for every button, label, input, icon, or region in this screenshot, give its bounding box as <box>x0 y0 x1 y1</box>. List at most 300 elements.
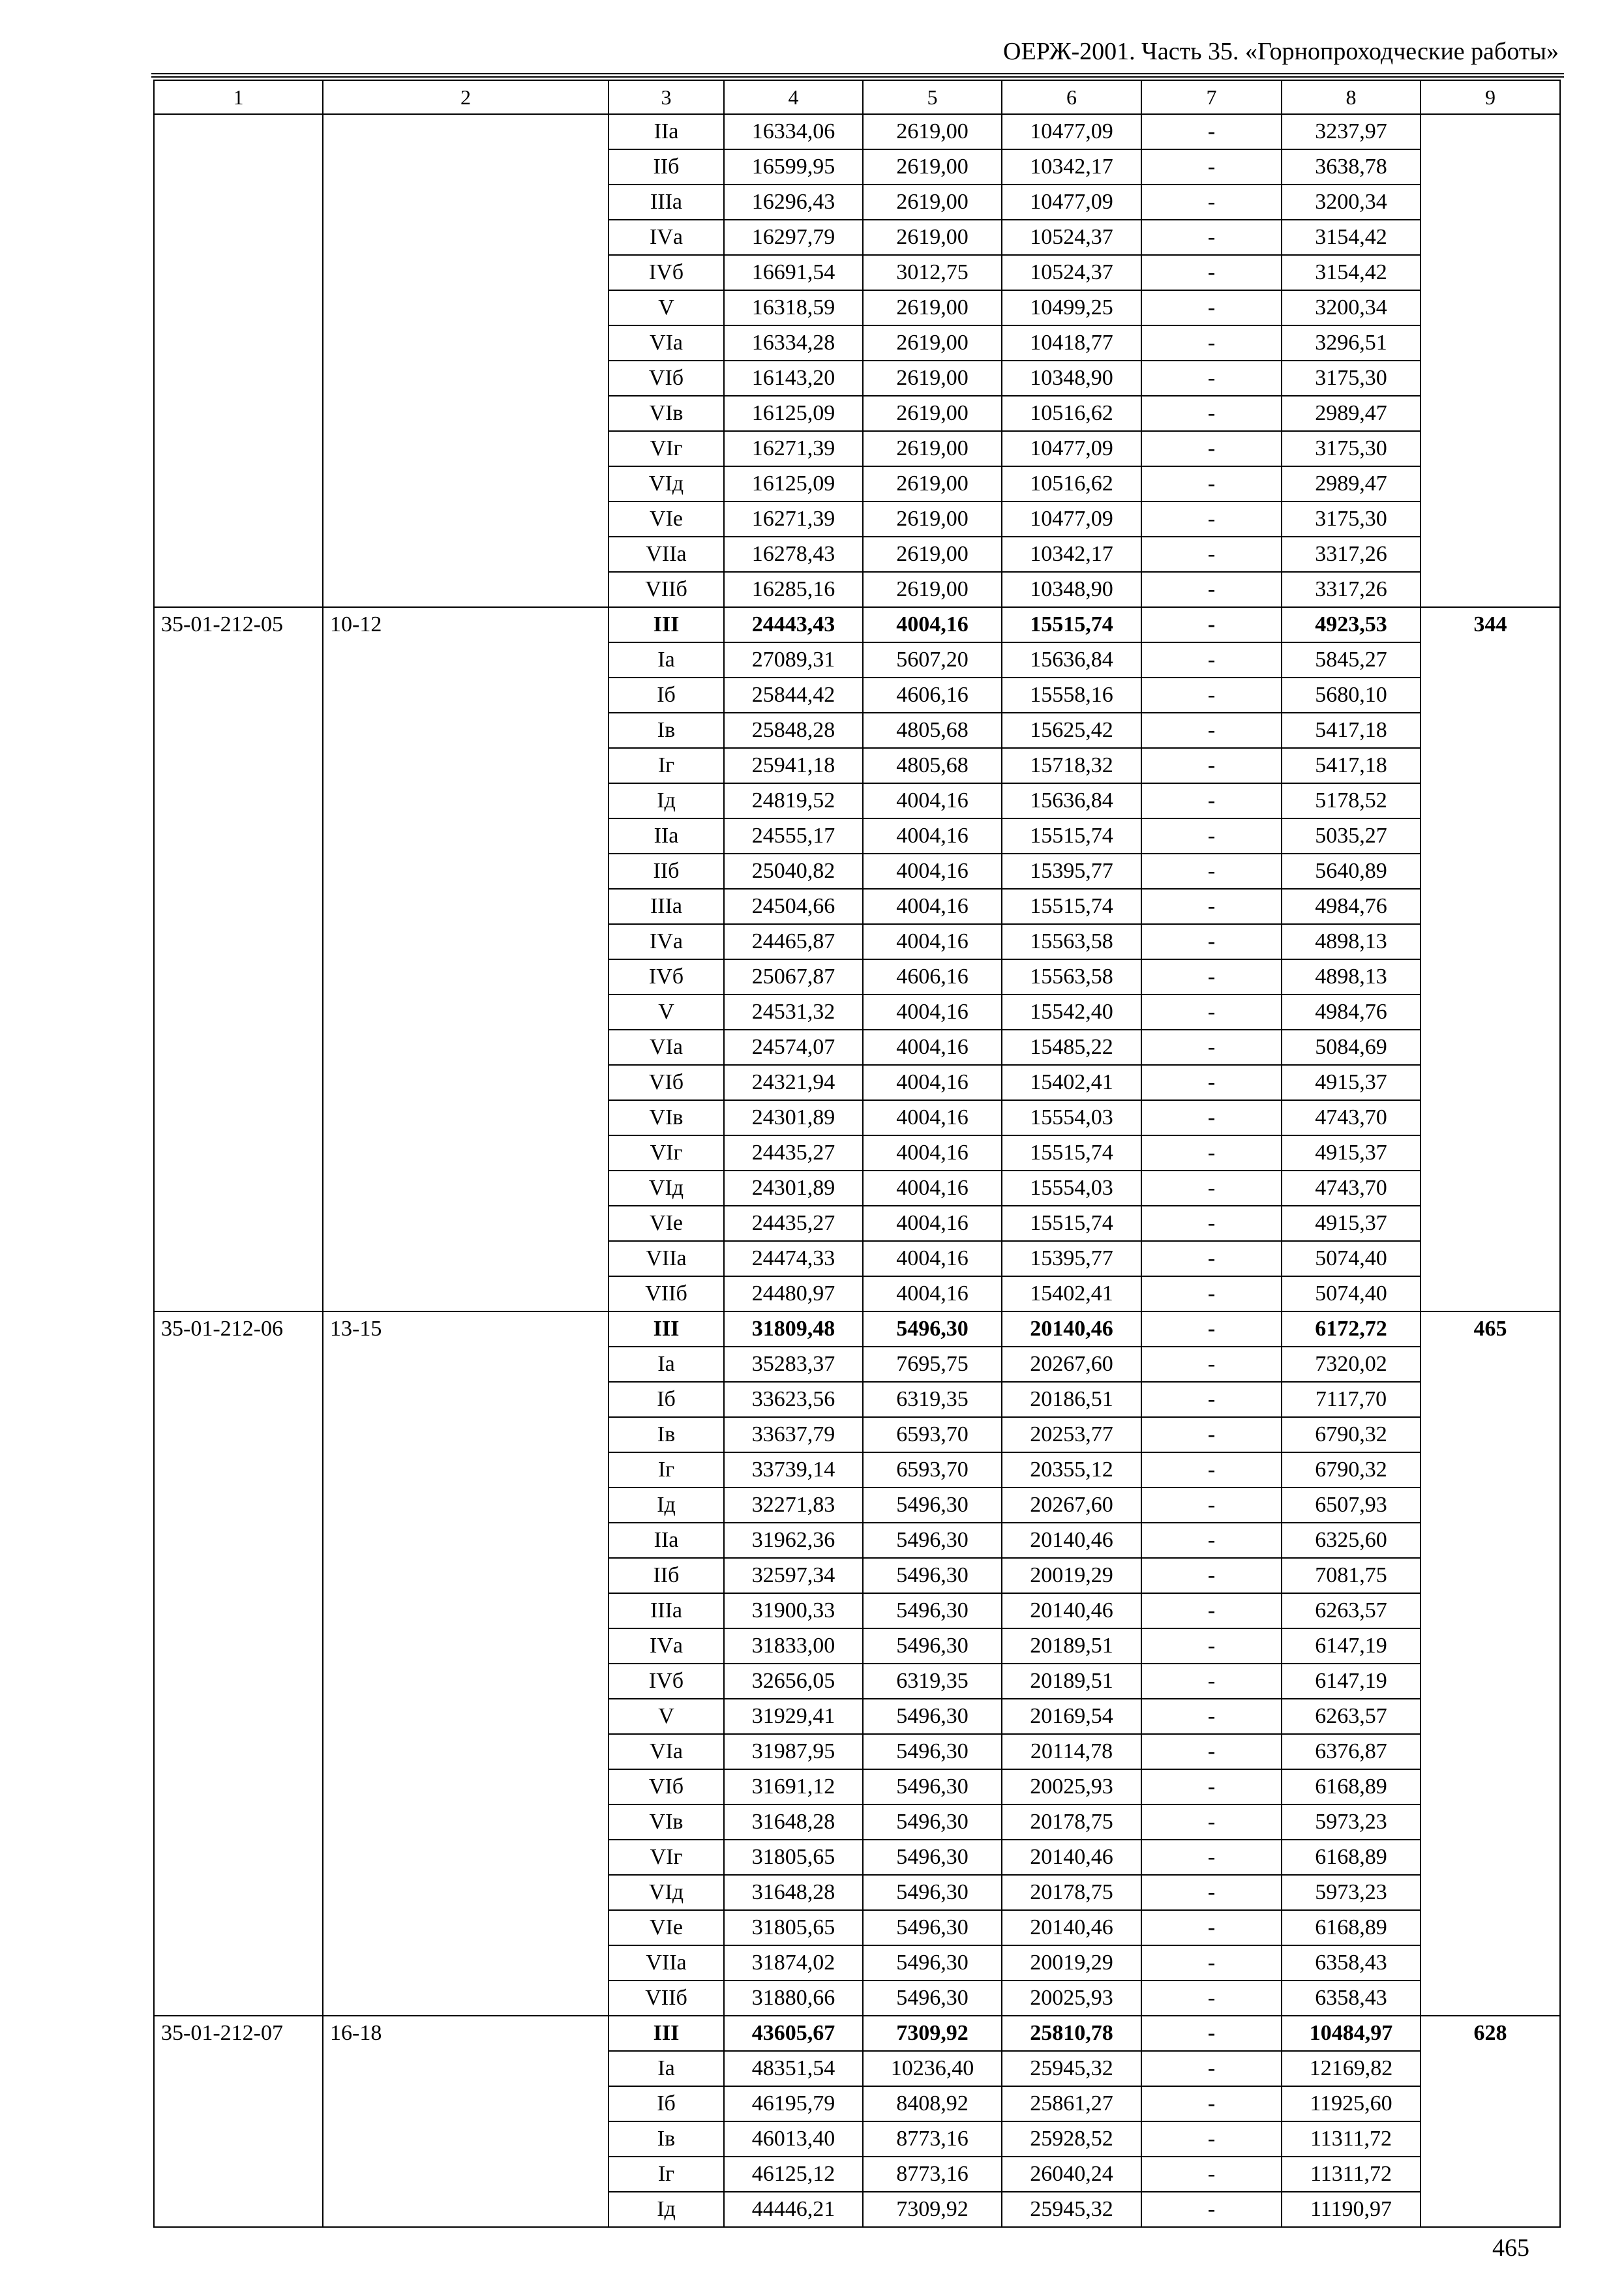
cell-range <box>323 114 609 607</box>
cell-machines: 20140,46 <box>1002 1840 1141 1875</box>
cell-total-cost: 48351,54 <box>724 2051 863 2086</box>
cell-category: Iб <box>609 678 724 713</box>
cell-materials: 6790,32 <box>1282 1417 1421 1452</box>
cell-machines: 20267,60 <box>1002 1347 1141 1382</box>
cell-category: Iд <box>609 1488 724 1523</box>
cell-machines: 15542,40 <box>1002 995 1141 1030</box>
cell-category: IVа <box>609 924 724 959</box>
cell-materials: 3200,34 <box>1282 290 1421 325</box>
cell-materials: 3154,42 <box>1282 220 1421 255</box>
cell-machines: 10477,09 <box>1002 431 1141 466</box>
cell-category: VIд <box>609 466 724 501</box>
cell-machines: 15402,41 <box>1002 1065 1141 1100</box>
cell-category: VIе <box>609 1206 724 1241</box>
cell-driver-wages: - <box>1141 678 1282 713</box>
cell-category: VIв <box>609 1100 724 1135</box>
cell-materials: 5178,52 <box>1282 783 1421 818</box>
column-number: 4 <box>724 80 863 114</box>
cell-driver-wages: - <box>1141 1276 1282 1311</box>
cell-materials: 4743,70 <box>1282 1100 1421 1135</box>
cell-total-cost: 24301,89 <box>724 1171 863 1206</box>
cell-wages: 7309,92 <box>863 2016 1002 2051</box>
cell-machines: 10348,90 <box>1002 572 1141 607</box>
cell-total-cost: 31874,02 <box>724 1945 863 1981</box>
cell-wages: 4805,68 <box>863 748 1002 783</box>
cell-total-cost: 31900,33 <box>724 1593 863 1628</box>
cell-category: Iг <box>609 748 724 783</box>
cell-category: Iб <box>609 2086 724 2121</box>
cell-driver-wages: - <box>1141 2086 1282 2121</box>
cell-total-cost: 25844,42 <box>724 678 863 713</box>
cell-category: V <box>609 1699 724 1734</box>
cell-driver-wages: - <box>1141 854 1282 889</box>
cell-driver-wages: - <box>1141 501 1282 537</box>
cell-total-cost: 43605,67 <box>724 2016 863 2051</box>
cell-total-cost: 31809,48 <box>724 1311 863 1347</box>
cell-total-cost: 31805,65 <box>724 1910 863 1945</box>
cell-total-cost: 33637,79 <box>724 1417 863 1452</box>
cell-driver-wages: - <box>1141 1664 1282 1699</box>
cell-machines: 10418,77 <box>1002 325 1141 361</box>
cell-total-cost: 16271,39 <box>724 431 863 466</box>
cell-driver-wages: - <box>1141 361 1282 396</box>
cell-materials: 6325,60 <box>1282 1523 1421 1558</box>
cell-materials: 5973,23 <box>1282 1875 1421 1910</box>
cell-materials: 6358,43 <box>1282 1981 1421 2016</box>
cell-materials: 11925,60 <box>1282 2086 1421 2121</box>
cell-materials: 7117,70 <box>1282 1382 1421 1417</box>
cell-materials: 7320,02 <box>1282 1347 1421 1382</box>
cell-materials: 2989,47 <box>1282 396 1421 431</box>
cell-wages: 5496,30 <box>863 1840 1002 1875</box>
cell-category: VIб <box>609 1065 724 1100</box>
cell-materials: 4898,13 <box>1282 924 1421 959</box>
cell-machines: 15636,84 <box>1002 642 1141 678</box>
cell-driver-wages: - <box>1141 114 1282 149</box>
cell-materials: 10484,97 <box>1282 2016 1421 2051</box>
cell-machines: 15485,22 <box>1002 1030 1141 1065</box>
cell-materials: 3296,51 <box>1282 325 1421 361</box>
cell-machines: 25810,78 <box>1002 2016 1141 2051</box>
cell-total-cost: 27089,31 <box>724 642 863 678</box>
cell-machines: 20267,60 <box>1002 1488 1141 1523</box>
cell-machines: 15395,77 <box>1002 1241 1141 1276</box>
header-rule-bottom <box>151 76 1564 78</box>
cell-wages: 5496,30 <box>863 1699 1002 1734</box>
cell-driver-wages: - <box>1141 2192 1282 2227</box>
cell-category: VIIа <box>609 1241 724 1276</box>
cell-category: III <box>609 607 724 642</box>
cell-total-cost: 31691,12 <box>724 1769 863 1804</box>
cell-category: IIIа <box>609 185 724 220</box>
cell-machines: 20178,75 <box>1002 1875 1141 1910</box>
cell-driver-wages: - <box>1141 149 1282 185</box>
cell-machines: 15515,74 <box>1002 607 1141 642</box>
column-number: 8 <box>1282 80 1421 114</box>
cell-materials: 7081,75 <box>1282 1558 1421 1593</box>
cell-machines: 15718,32 <box>1002 748 1141 783</box>
cell-materials: 3237,97 <box>1282 114 1421 149</box>
cell-driver-wages: - <box>1141 290 1282 325</box>
cell-machines: 20186,51 <box>1002 1382 1141 1417</box>
cell-category: VIг <box>609 1135 724 1171</box>
cell-machines: 25928,52 <box>1002 2121 1141 2157</box>
cell-machines: 15563,58 <box>1002 959 1141 995</box>
cell-total-cost: 24435,27 <box>724 1206 863 1241</box>
cell-machines: 15515,74 <box>1002 889 1141 924</box>
cell-driver-wages: - <box>1141 1593 1282 1628</box>
cell-driver-wages: - <box>1141 396 1282 431</box>
cell-machines: 10348,90 <box>1002 361 1141 396</box>
cell-wages: 4004,16 <box>863 818 1002 854</box>
cell-materials: 4898,13 <box>1282 959 1421 995</box>
cell-machines: 10342,17 <box>1002 149 1141 185</box>
cell-wages: 5496,30 <box>863 1945 1002 1981</box>
cell-driver-wages: - <box>1141 995 1282 1030</box>
cell-driver-wages: - <box>1141 818 1282 854</box>
cell-category: VIIа <box>609 537 724 572</box>
cell-driver-wages: - <box>1141 1699 1282 1734</box>
cell-machines: 15402,41 <box>1002 1276 1141 1311</box>
cell-wages: 4606,16 <box>863 959 1002 995</box>
cell-driver-wages: - <box>1141 1311 1282 1347</box>
page-header-title: ОЕРЖ-2001. Часть 35. «Горнопроходческие работы» <box>1003 38 1559 65</box>
cell-materials: 6147,19 <box>1282 1664 1421 1699</box>
cell-category: VIIб <box>609 1276 724 1311</box>
cell-materials: 2989,47 <box>1282 466 1421 501</box>
column-number: 2 <box>323 80 609 114</box>
cell-wages: 5607,20 <box>863 642 1002 678</box>
cell-category: III <box>609 1311 724 1347</box>
cell-wages: 2619,00 <box>863 290 1002 325</box>
cell-range: 10-12 <box>323 607 609 1311</box>
cell-materials: 3638,78 <box>1282 149 1421 185</box>
cell-machines: 26040,24 <box>1002 2157 1141 2192</box>
cell-wages: 2619,00 <box>863 361 1002 396</box>
cell-wages: 2619,00 <box>863 431 1002 466</box>
cell-machines: 15636,84 <box>1002 783 1141 818</box>
cell-total-cost: 25040,82 <box>724 854 863 889</box>
column-number: 5 <box>863 80 1002 114</box>
cell-category: IIIа <box>609 1593 724 1628</box>
cell-materials: 3175,30 <box>1282 431 1421 466</box>
cell-wages: 2619,00 <box>863 220 1002 255</box>
cell-wages: 5496,30 <box>863 1593 1002 1628</box>
cell-wages: 4004,16 <box>863 607 1002 642</box>
cell-total-cost: 16125,09 <box>724 396 863 431</box>
cell-category: VIе <box>609 1910 724 1945</box>
table-row <box>154 607 1560 642</box>
cell-wages: 4004,16 <box>863 889 1002 924</box>
cell-category: VIIб <box>609 572 724 607</box>
cell-wages: 6593,70 <box>863 1452 1002 1488</box>
cell-wages: 4004,16 <box>863 995 1002 1030</box>
cell-materials: 4915,37 <box>1282 1135 1421 1171</box>
cell-wages: 2619,00 <box>863 466 1002 501</box>
cell-machines: 20140,46 <box>1002 1523 1141 1558</box>
cell-materials: 5074,40 <box>1282 1241 1421 1276</box>
cell-machines: 25945,32 <box>1002 2192 1141 2227</box>
cell-category: Iа <box>609 2051 724 2086</box>
cell-materials: 5680,10 <box>1282 678 1421 713</box>
cell-driver-wages: - <box>1141 255 1282 290</box>
cell-total-cost: 16334,06 <box>724 114 863 149</box>
cell-machines: 20114,78 <box>1002 1734 1141 1769</box>
cell-total-cost: 46195,79 <box>724 2086 863 2121</box>
cell-driver-wages: - <box>1141 1558 1282 1593</box>
cell-category: VIе <box>609 501 724 537</box>
cell-machines: 20355,12 <box>1002 1452 1141 1488</box>
cell-materials: 11311,72 <box>1282 2157 1421 2192</box>
cell-driver-wages: - <box>1141 1452 1282 1488</box>
cell-wages: 5496,30 <box>863 1875 1002 1910</box>
cell-wages: 2619,00 <box>863 149 1002 185</box>
cell-driver-wages: - <box>1141 713 1282 748</box>
cell-total-cost: 31987,95 <box>724 1734 863 1769</box>
cell-total-cost: 46125,12 <box>724 2157 863 2192</box>
cell-range: 13-15 <box>323 1311 609 2016</box>
cell-driver-wages: - <box>1141 2121 1282 2157</box>
cell-machines: 15558,16 <box>1002 678 1141 713</box>
cell-category: VIв <box>609 396 724 431</box>
cell-total-cost: 25848,28 <box>724 713 863 748</box>
cell-wages: 6593,70 <box>863 1417 1002 1452</box>
cell-total-cost: 31929,41 <box>724 1699 863 1734</box>
cell-materials: 6376,87 <box>1282 1734 1421 1769</box>
cell-total-cost: 31880,66 <box>724 1981 863 2016</box>
cell-total-cost: 24574,07 <box>724 1030 863 1065</box>
cell-wages: 2619,00 <box>863 572 1002 607</box>
cell-materials: 4915,37 <box>1282 1206 1421 1241</box>
cell-labor: 465 <box>1421 1311 1560 2016</box>
cell-materials: 4923,53 <box>1282 607 1421 642</box>
cell-category: IIа <box>609 1523 724 1558</box>
cell-category: Iг <box>609 1452 724 1488</box>
header-rule-top <box>151 73 1564 74</box>
cell-machines: 10524,37 <box>1002 220 1141 255</box>
cell-category: IVб <box>609 959 724 995</box>
cell-machines: 20140,46 <box>1002 1910 1141 1945</box>
cell-wages: 4004,16 <box>863 1171 1002 1206</box>
cell-total-cost: 31648,28 <box>724 1804 863 1840</box>
cell-driver-wages: - <box>1141 1945 1282 1981</box>
cell-total-cost: 32271,83 <box>724 1488 863 1523</box>
cell-machines: 20140,46 <box>1002 1311 1141 1347</box>
cell-materials: 12169,82 <box>1282 2051 1421 2086</box>
cell-labor <box>1421 114 1560 607</box>
cell-wages: 4004,16 <box>863 1065 1002 1100</box>
cell-category: IIа <box>609 818 724 854</box>
cell-total-cost: 32656,05 <box>724 1664 863 1699</box>
cell-total-cost: 16285,16 <box>724 572 863 607</box>
cell-driver-wages: - <box>1141 783 1282 818</box>
cell-driver-wages: - <box>1141 607 1282 642</box>
cell-machines: 20169,54 <box>1002 1699 1141 1734</box>
cell-driver-wages: - <box>1141 1030 1282 1065</box>
cell-materials: 6172,72 <box>1282 1311 1421 1347</box>
cell-driver-wages: - <box>1141 537 1282 572</box>
cell-wages: 7695,75 <box>863 1347 1002 1382</box>
cell-wages: 2619,00 <box>863 537 1002 572</box>
cell-total-cost: 24531,32 <box>724 995 863 1030</box>
cell-total-cost: 25941,18 <box>724 748 863 783</box>
cell-machines: 10342,17 <box>1002 537 1141 572</box>
column-number: 7 <box>1141 80 1282 114</box>
cell-code <box>154 114 323 607</box>
cell-wages: 4004,16 <box>863 854 1002 889</box>
cell-wages: 4004,16 <box>863 783 1002 818</box>
cell-total-cost: 24819,52 <box>724 783 863 818</box>
cell-category: IVа <box>609 1628 724 1664</box>
cell-driver-wages: - <box>1141 642 1282 678</box>
cell-machines: 10499,25 <box>1002 290 1141 325</box>
cell-category: Iг <box>609 2157 724 2192</box>
cell-total-cost: 16296,43 <box>724 185 863 220</box>
cell-category: VIIб <box>609 1981 724 2016</box>
cell-driver-wages: - <box>1141 1100 1282 1135</box>
cell-machines: 15563,58 <box>1002 924 1141 959</box>
cell-materials: 6358,43 <box>1282 1945 1421 1981</box>
cell-wages: 2619,00 <box>863 396 1002 431</box>
cell-category: IVб <box>609 255 724 290</box>
column-number: 1 <box>154 80 323 114</box>
cell-category: VIг <box>609 1840 724 1875</box>
cell-materials: 11311,72 <box>1282 2121 1421 2157</box>
cell-code: 35-01-212-05 <box>154 607 323 1311</box>
cell-machines: 25945,32 <box>1002 2051 1141 2086</box>
cell-materials: 4984,76 <box>1282 995 1421 1030</box>
cell-total-cost: 16143,20 <box>724 361 863 396</box>
cell-driver-wages: - <box>1141 2157 1282 2192</box>
cell-materials: 11190,97 <box>1282 2192 1421 2227</box>
cell-wages: 5496,30 <box>863 1804 1002 1840</box>
cell-category: VIг <box>609 431 724 466</box>
cell-wages: 4004,16 <box>863 1135 1002 1171</box>
cell-total-cost: 24435,27 <box>724 1135 863 1171</box>
cell-wages: 6319,35 <box>863 1664 1002 1699</box>
cell-total-cost: 16691,54 <box>724 255 863 290</box>
cell-labor: 628 <box>1421 2016 1560 2227</box>
cell-machines: 15625,42 <box>1002 713 1141 748</box>
cell-materials: 6147,19 <box>1282 1628 1421 1664</box>
cell-machines: 20189,51 <box>1002 1664 1141 1699</box>
cell-materials: 5640,89 <box>1282 854 1421 889</box>
cell-materials: 6168,89 <box>1282 1910 1421 1945</box>
cell-category: IIб <box>609 854 724 889</box>
cell-wages: 4004,16 <box>863 924 1002 959</box>
cell-machines: 20019,29 <box>1002 1558 1141 1593</box>
cell-total-cost: 16334,28 <box>724 325 863 361</box>
cell-materials: 4743,70 <box>1282 1171 1421 1206</box>
cell-category: Iв <box>609 1417 724 1452</box>
cell-wages: 2619,00 <box>863 501 1002 537</box>
cell-driver-wages: - <box>1141 1382 1282 1417</box>
cell-category: VIв <box>609 1804 724 1840</box>
cell-driver-wages: - <box>1141 1804 1282 1840</box>
cell-wages: 4004,16 <box>863 1206 1002 1241</box>
table-row <box>154 1311 1560 1347</box>
cell-total-cost: 46013,40 <box>724 2121 863 2157</box>
cell-driver-wages: - <box>1141 1840 1282 1875</box>
cell-materials: 6263,57 <box>1282 1593 1421 1628</box>
cell-category: Iа <box>609 1347 724 1382</box>
cell-category: V <box>609 290 724 325</box>
cell-driver-wages: - <box>1141 1523 1282 1558</box>
cell-machines: 10477,09 <box>1002 114 1141 149</box>
cell-machines: 20025,93 <box>1002 1981 1141 2016</box>
cell-materials: 6507,93 <box>1282 1488 1421 1523</box>
cell-category: IIб <box>609 1558 724 1593</box>
cell-total-cost: 32597,34 <box>724 1558 863 1593</box>
cell-wages: 8408,92 <box>863 2086 1002 2121</box>
cell-total-cost: 16318,59 <box>724 290 863 325</box>
cell-machines: 20025,93 <box>1002 1769 1141 1804</box>
cell-total-cost: 24321,94 <box>724 1065 863 1100</box>
cell-category: VIд <box>609 1171 724 1206</box>
cell-code: 35-01-212-07 <box>154 2016 323 2227</box>
cell-materials: 3175,30 <box>1282 361 1421 396</box>
cell-category: IIIа <box>609 889 724 924</box>
cell-driver-wages: - <box>1141 2016 1282 2051</box>
cell-materials: 5973,23 <box>1282 1804 1421 1840</box>
cell-driver-wages: - <box>1141 1241 1282 1276</box>
cell-total-cost: 44446,21 <box>724 2192 863 2227</box>
cell-total-cost: 16125,09 <box>724 466 863 501</box>
cell-wages: 2619,00 <box>863 325 1002 361</box>
cell-category: VIб <box>609 361 724 396</box>
cell-materials: 3200,34 <box>1282 185 1421 220</box>
cell-driver-wages: - <box>1141 1347 1282 1382</box>
cell-machines: 10524,37 <box>1002 255 1141 290</box>
cell-total-cost: 24480,97 <box>724 1276 863 1311</box>
column-number: 6 <box>1002 80 1141 114</box>
cell-machines: 20253,77 <box>1002 1417 1141 1452</box>
cell-total-cost: 16599,95 <box>724 149 863 185</box>
cell-materials: 5084,69 <box>1282 1030 1421 1065</box>
cell-materials: 3154,42 <box>1282 255 1421 290</box>
cell-category: Iа <box>609 642 724 678</box>
cell-total-cost: 35283,37 <box>724 1347 863 1382</box>
cell-total-cost: 16297,79 <box>724 220 863 255</box>
cell-materials: 5417,18 <box>1282 748 1421 783</box>
cell-driver-wages: - <box>1141 466 1282 501</box>
cell-driver-wages: - <box>1141 325 1282 361</box>
cell-wages: 5496,30 <box>863 1734 1002 1769</box>
cell-driver-wages: - <box>1141 220 1282 255</box>
cell-total-cost: 24555,17 <box>724 818 863 854</box>
cell-driver-wages: - <box>1141 1769 1282 1804</box>
cell-total-cost: 33623,56 <box>724 1382 863 1417</box>
cell-machines: 10516,62 <box>1002 466 1141 501</box>
cell-driver-wages: - <box>1141 1488 1282 1523</box>
cell-category: VIд <box>609 1875 724 1910</box>
cell-machines: 20178,75 <box>1002 1804 1141 1840</box>
table-body <box>154 80 1560 2227</box>
cell-driver-wages: - <box>1141 1171 1282 1206</box>
cell-total-cost: 31648,28 <box>724 1875 863 1910</box>
cell-category: VIа <box>609 1030 724 1065</box>
cell-materials: 6790,32 <box>1282 1452 1421 1488</box>
cell-wages: 4004,16 <box>863 1276 1002 1311</box>
table-row <box>154 114 1560 149</box>
cell-range: 16-18 <box>323 2016 609 2227</box>
cell-wages: 4004,16 <box>863 1030 1002 1065</box>
cell-code: 35-01-212-06 <box>154 1311 323 2016</box>
cell-materials: 5845,27 <box>1282 642 1421 678</box>
cell-wages: 5496,30 <box>863 1910 1002 1945</box>
cell-total-cost: 24443,43 <box>724 607 863 642</box>
cell-materials: 3175,30 <box>1282 501 1421 537</box>
